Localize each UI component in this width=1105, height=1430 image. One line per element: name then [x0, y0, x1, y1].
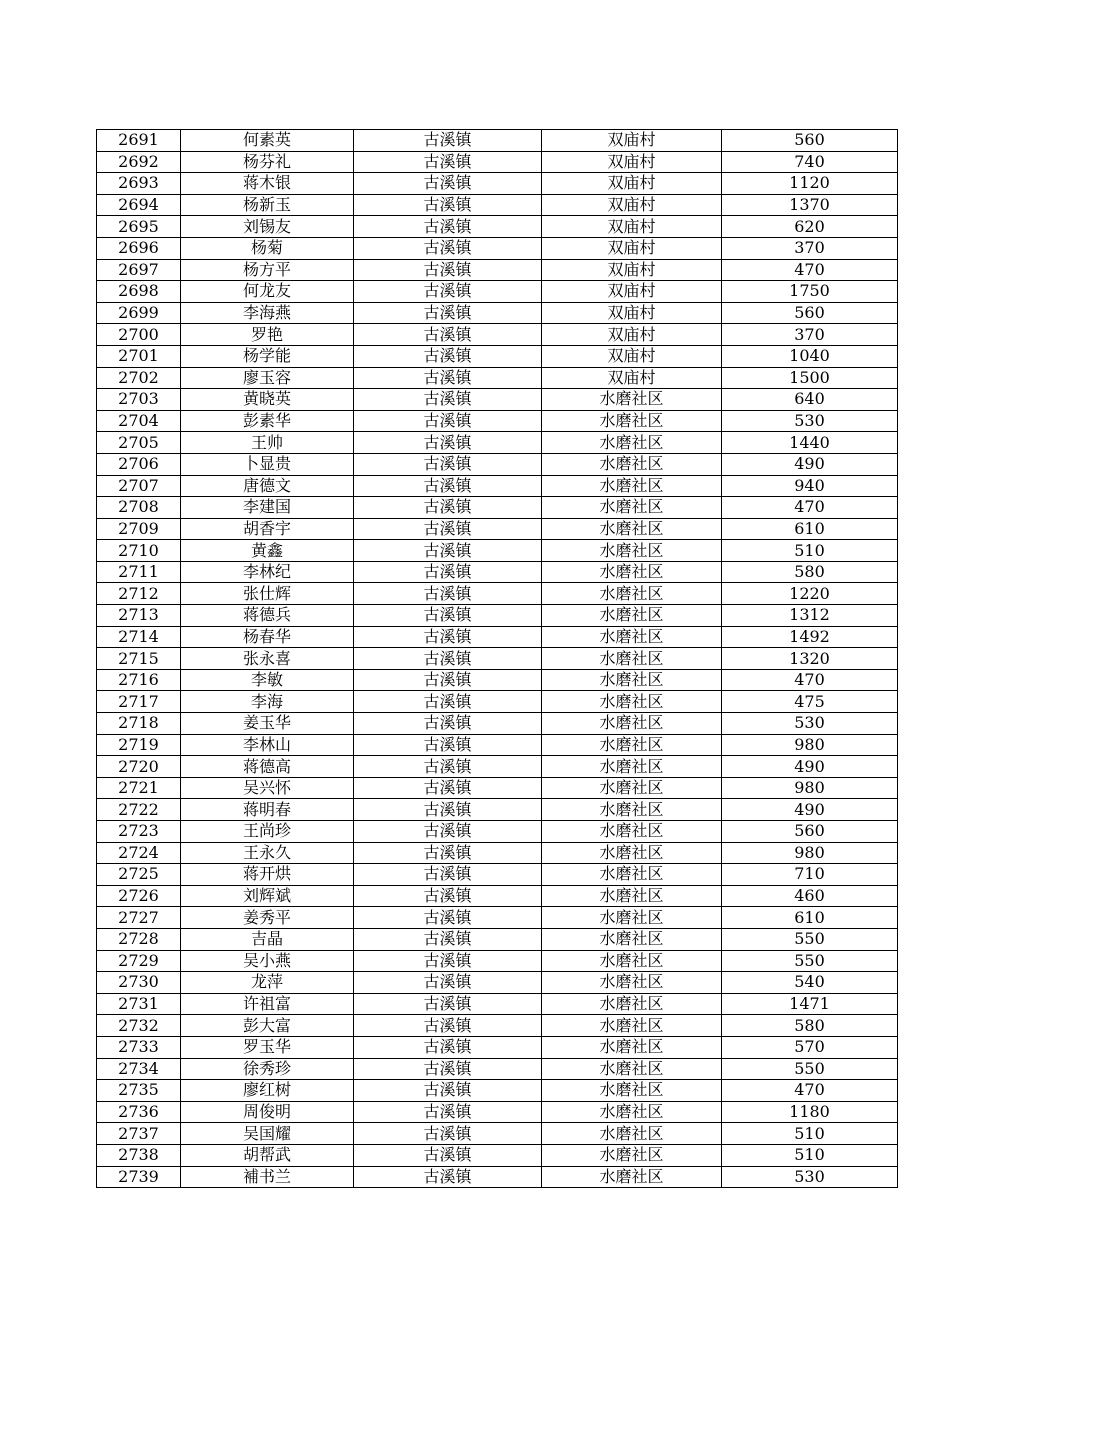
village-cell: 水磨社区	[542, 734, 722, 756]
table-row	[97, 194, 898, 216]
name-cell: 杨芬礼	[181, 151, 354, 173]
village-cell: 水磨社区	[542, 497, 722, 519]
village-cell: 水磨社区	[542, 1166, 722, 1188]
amount-cell: 570	[722, 1036, 898, 1058]
row-number-cell: 2717	[97, 691, 181, 713]
name-cell: 罗玉华	[181, 1036, 354, 1058]
name-cell: 彭大富	[181, 1015, 354, 1037]
table-row	[97, 626, 898, 648]
village-cell: 水磨社区	[542, 1123, 722, 1145]
amount-cell: 490	[722, 453, 898, 475]
town-cell: 古溪镇	[354, 130, 542, 152]
town-cell: 古溪镇	[354, 432, 542, 454]
village-cell: 水磨社区	[542, 432, 722, 454]
village-cell: 水磨社区	[542, 1101, 722, 1123]
village-cell: 水磨社区	[542, 1036, 722, 1058]
table-row	[97, 605, 898, 627]
row-number-cell: 2738	[97, 1144, 181, 1166]
row-number-cell: 2693	[97, 173, 181, 195]
town-cell: 古溪镇	[354, 1015, 542, 1037]
town-cell: 古溪镇	[354, 756, 542, 778]
row-number-cell: 2739	[97, 1166, 181, 1188]
row-number-cell: 2722	[97, 799, 181, 821]
name-cell: 许祖富	[181, 993, 354, 1015]
village-cell: 水磨社区	[542, 1080, 722, 1102]
amount-cell: 1120	[722, 173, 898, 195]
row-number-cell: 2727	[97, 907, 181, 929]
town-cell: 古溪镇	[354, 1101, 542, 1123]
name-cell: 姜玉华	[181, 713, 354, 735]
town-cell: 古溪镇	[354, 216, 542, 238]
village-cell: 水磨社区	[542, 605, 722, 627]
table-row	[97, 302, 898, 324]
name-cell: 王尚珍	[181, 821, 354, 843]
table-row	[97, 1123, 898, 1145]
table-row	[97, 583, 898, 605]
row-number-cell: 2709	[97, 518, 181, 540]
name-cell: 黄鑫	[181, 540, 354, 562]
table-row	[97, 842, 898, 864]
row-number-cell: 2706	[97, 453, 181, 475]
amount-cell: 370	[722, 324, 898, 346]
amount-cell: 475	[722, 691, 898, 713]
town-cell: 古溪镇	[354, 194, 542, 216]
village-cell: 双庙村	[542, 237, 722, 259]
town-cell: 古溪镇	[354, 1080, 542, 1102]
row-number-cell: 2726	[97, 885, 181, 907]
row-number-cell: 2698	[97, 281, 181, 303]
town-cell: 古溪镇	[354, 821, 542, 843]
village-cell: 水磨社区	[542, 756, 722, 778]
amount-cell: 510	[722, 1144, 898, 1166]
town-cell: 古溪镇	[354, 885, 542, 907]
village-cell: 双庙村	[542, 345, 722, 367]
village-cell: 水磨社区	[542, 475, 722, 497]
table-row	[97, 389, 898, 411]
town-cell: 古溪镇	[354, 324, 542, 346]
row-number-cell: 2702	[97, 367, 181, 389]
name-cell: 廖红树	[181, 1080, 354, 1102]
table-row	[97, 669, 898, 691]
town-cell: 古溪镇	[354, 1123, 542, 1145]
table-row	[97, 259, 898, 281]
amount-cell: 1370	[722, 194, 898, 216]
village-cell: 水磨社区	[542, 885, 722, 907]
table-row	[97, 324, 898, 346]
name-cell: 周俊明	[181, 1101, 354, 1123]
amount-cell: 1492	[722, 626, 898, 648]
town-cell: 古溪镇	[354, 928, 542, 950]
village-cell: 双庙村	[542, 281, 722, 303]
town-cell: 古溪镇	[354, 648, 542, 670]
table-row	[97, 151, 898, 173]
amount-cell: 510	[722, 1123, 898, 1145]
town-cell: 古溪镇	[354, 972, 542, 994]
row-number-cell: 2724	[97, 842, 181, 864]
amount-cell: 550	[722, 950, 898, 972]
town-cell: 古溪镇	[354, 713, 542, 735]
amount-cell: 980	[722, 842, 898, 864]
town-cell: 古溪镇	[354, 259, 542, 281]
village-cell: 水磨社区	[542, 1058, 722, 1080]
name-cell: 黄晓英	[181, 389, 354, 411]
amount-cell: 540	[722, 972, 898, 994]
name-cell: 杨春华	[181, 626, 354, 648]
name-cell: 王永久	[181, 842, 354, 864]
amount-cell: 620	[722, 216, 898, 238]
town-cell: 古溪镇	[354, 605, 542, 627]
amount-cell: 1220	[722, 583, 898, 605]
village-cell: 水磨社区	[542, 626, 722, 648]
village-cell: 双庙村	[542, 259, 722, 281]
name-cell: 李海燕	[181, 302, 354, 324]
table-row	[97, 821, 898, 843]
row-number-cell: 2716	[97, 669, 181, 691]
amount-cell: 560	[722, 821, 898, 843]
name-cell: 杨新玉	[181, 194, 354, 216]
table-row	[97, 1058, 898, 1080]
row-number-cell: 2733	[97, 1036, 181, 1058]
town-cell: 古溪镇	[354, 993, 542, 1015]
table-row	[97, 1036, 898, 1058]
village-cell: 水磨社区	[542, 561, 722, 583]
amount-cell: 710	[722, 864, 898, 886]
row-number-cell: 2695	[97, 216, 181, 238]
village-cell: 水磨社区	[542, 713, 722, 735]
village-cell: 双庙村	[542, 194, 722, 216]
table-row	[97, 864, 898, 886]
town-cell: 古溪镇	[354, 281, 542, 303]
name-cell: 李建国	[181, 497, 354, 519]
town-cell: 古溪镇	[354, 669, 542, 691]
town-cell: 古溪镇	[354, 907, 542, 929]
town-cell: 古溪镇	[354, 842, 542, 864]
amount-cell: 610	[722, 518, 898, 540]
row-number-cell: 2699	[97, 302, 181, 324]
row-number-cell: 2707	[97, 475, 181, 497]
village-cell: 水磨社区	[542, 583, 722, 605]
name-cell: 吴兴怀	[181, 777, 354, 799]
name-cell: 蒋木银	[181, 173, 354, 195]
town-cell: 古溪镇	[354, 453, 542, 475]
town-cell: 古溪镇	[354, 367, 542, 389]
town-cell: 古溪镇	[354, 237, 542, 259]
name-cell: 王帅	[181, 432, 354, 454]
village-cell: 水磨社区	[542, 799, 722, 821]
name-cell: 李海	[181, 691, 354, 713]
table-row	[97, 130, 898, 152]
row-number-cell: 2692	[97, 151, 181, 173]
name-cell: 杨菊	[181, 237, 354, 259]
row-number-cell: 2701	[97, 345, 181, 367]
table-row	[97, 410, 898, 432]
row-number-cell: 2703	[97, 389, 181, 411]
row-number-cell: 2704	[97, 410, 181, 432]
row-number-cell: 2735	[97, 1080, 181, 1102]
table-row	[97, 1101, 898, 1123]
town-cell: 古溪镇	[354, 864, 542, 886]
name-cell: 胡帮武	[181, 1144, 354, 1166]
amount-cell: 560	[722, 130, 898, 152]
table-row	[97, 518, 898, 540]
amount-cell: 1320	[722, 648, 898, 670]
town-cell: 古溪镇	[354, 626, 542, 648]
amount-cell: 610	[722, 907, 898, 929]
village-cell: 水磨社区	[542, 842, 722, 864]
village-cell: 水磨社区	[542, 1144, 722, 1166]
name-cell: 徐秀珍	[181, 1058, 354, 1080]
name-cell: 何龙友	[181, 281, 354, 303]
name-cell: 李敏	[181, 669, 354, 691]
amount-cell: 470	[722, 259, 898, 281]
row-number-cell: 2718	[97, 713, 181, 735]
town-cell: 古溪镇	[354, 1036, 542, 1058]
table-row	[97, 475, 898, 497]
table-row	[97, 237, 898, 259]
amount-cell: 470	[722, 669, 898, 691]
town-cell: 古溪镇	[354, 561, 542, 583]
table-row	[97, 432, 898, 454]
town-cell: 古溪镇	[354, 583, 542, 605]
town-cell: 古溪镇	[354, 151, 542, 173]
village-cell: 水磨社区	[542, 972, 722, 994]
row-number-cell: 2730	[97, 972, 181, 994]
table-row	[97, 648, 898, 670]
table-row	[97, 928, 898, 950]
table-row	[97, 799, 898, 821]
village-cell: 水磨社区	[542, 950, 722, 972]
village-cell: 水磨社区	[542, 993, 722, 1015]
table-row	[97, 1080, 898, 1102]
table-row	[97, 561, 898, 583]
row-number-cell: 2712	[97, 583, 181, 605]
name-cell: 吴小燕	[181, 950, 354, 972]
village-cell: 水磨社区	[542, 410, 722, 432]
village-cell: 水磨社区	[542, 540, 722, 562]
row-number-cell: 2711	[97, 561, 181, 583]
data-table	[96, 129, 898, 1188]
amount-cell: 460	[722, 885, 898, 907]
amount-cell: 1440	[722, 432, 898, 454]
table-row	[97, 497, 898, 519]
name-cell: 张永喜	[181, 648, 354, 670]
village-cell: 水磨社区	[542, 518, 722, 540]
amount-cell: 370	[722, 237, 898, 259]
village-cell: 双庙村	[542, 302, 722, 324]
town-cell: 古溪镇	[354, 345, 542, 367]
table-row	[97, 885, 898, 907]
table-row	[97, 540, 898, 562]
table-body	[97, 130, 898, 1188]
village-cell: 双庙村	[542, 216, 722, 238]
table-row	[97, 1166, 898, 1188]
village-cell: 水磨社区	[542, 928, 722, 950]
amount-cell: 1040	[722, 345, 898, 367]
row-number-cell: 2721	[97, 777, 181, 799]
row-number-cell: 2725	[97, 864, 181, 886]
name-cell: 蒋德兵	[181, 605, 354, 627]
town-cell: 古溪镇	[354, 540, 542, 562]
row-number-cell: 2737	[97, 1123, 181, 1145]
row-number-cell: 2719	[97, 734, 181, 756]
table-row	[97, 453, 898, 475]
village-cell: 双庙村	[542, 130, 722, 152]
table-row	[97, 950, 898, 972]
row-number-cell: 2708	[97, 497, 181, 519]
amount-cell: 560	[722, 302, 898, 324]
name-cell: 杨方平	[181, 259, 354, 281]
table-row	[97, 367, 898, 389]
table-row	[97, 691, 898, 713]
row-number-cell: 2731	[97, 993, 181, 1015]
row-number-cell: 2732	[97, 1015, 181, 1037]
amount-cell: 640	[722, 389, 898, 411]
table-row	[97, 734, 898, 756]
town-cell: 古溪镇	[354, 389, 542, 411]
town-cell: 古溪镇	[354, 799, 542, 821]
name-cell: 龙萍	[181, 972, 354, 994]
name-cell: 吉晶	[181, 928, 354, 950]
town-cell: 古溪镇	[354, 950, 542, 972]
village-cell: 水磨社区	[542, 821, 722, 843]
village-cell: 水磨社区	[542, 864, 722, 886]
name-cell: 刘辉斌	[181, 885, 354, 907]
row-number-cell: 2714	[97, 626, 181, 648]
name-cell: 姜秀平	[181, 907, 354, 929]
row-number-cell: 2691	[97, 130, 181, 152]
row-number-cell: 2728	[97, 928, 181, 950]
amount-cell: 580	[722, 561, 898, 583]
village-cell: 水磨社区	[542, 389, 722, 411]
amount-cell: 530	[722, 410, 898, 432]
row-number-cell: 2715	[97, 648, 181, 670]
name-cell: 李林山	[181, 734, 354, 756]
name-cell: 補书兰	[181, 1166, 354, 1188]
amount-cell: 1180	[722, 1101, 898, 1123]
village-cell: 水磨社区	[542, 453, 722, 475]
name-cell: 吴国耀	[181, 1123, 354, 1145]
village-cell: 水磨社区	[542, 648, 722, 670]
amount-cell: 940	[722, 475, 898, 497]
town-cell: 古溪镇	[354, 173, 542, 195]
table-row	[97, 713, 898, 735]
village-cell: 水磨社区	[542, 1015, 722, 1037]
name-cell: 李林纪	[181, 561, 354, 583]
amount-cell: 1471	[722, 993, 898, 1015]
row-number-cell: 2705	[97, 432, 181, 454]
table-container	[96, 129, 898, 1188]
village-cell: 双庙村	[542, 173, 722, 195]
row-number-cell: 2697	[97, 259, 181, 281]
row-number-cell: 2696	[97, 237, 181, 259]
town-cell: 古溪镇	[354, 1058, 542, 1080]
town-cell: 古溪镇	[354, 1166, 542, 1188]
table-row	[97, 756, 898, 778]
row-number-cell: 2713	[97, 605, 181, 627]
name-cell: 卜显贵	[181, 453, 354, 475]
name-cell: 蒋德高	[181, 756, 354, 778]
row-number-cell: 2694	[97, 194, 181, 216]
town-cell: 古溪镇	[354, 410, 542, 432]
village-cell: 水磨社区	[542, 907, 722, 929]
village-cell: 双庙村	[542, 324, 722, 346]
town-cell: 古溪镇	[354, 497, 542, 519]
amount-cell: 490	[722, 799, 898, 821]
name-cell: 杨学能	[181, 345, 354, 367]
town-cell: 古溪镇	[354, 475, 542, 497]
row-number-cell: 2734	[97, 1058, 181, 1080]
village-cell: 水磨社区	[542, 691, 722, 713]
row-number-cell: 2729	[97, 950, 181, 972]
row-number-cell: 2720	[97, 756, 181, 778]
row-number-cell: 2700	[97, 324, 181, 346]
name-cell: 张仕辉	[181, 583, 354, 605]
town-cell: 古溪镇	[354, 518, 542, 540]
name-cell: 何素英	[181, 130, 354, 152]
town-cell: 古溪镇	[354, 734, 542, 756]
name-cell: 胡香宇	[181, 518, 354, 540]
town-cell: 古溪镇	[354, 691, 542, 713]
amount-cell: 530	[722, 1166, 898, 1188]
table-row	[97, 972, 898, 994]
village-cell: 双庙村	[542, 367, 722, 389]
name-cell: 罗艳	[181, 324, 354, 346]
table-row	[97, 777, 898, 799]
amount-cell: 470	[722, 1080, 898, 1102]
village-cell: 水磨社区	[542, 777, 722, 799]
row-number-cell: 2710	[97, 540, 181, 562]
name-cell: 廖玉容	[181, 367, 354, 389]
town-cell: 古溪镇	[354, 1144, 542, 1166]
town-cell: 古溪镇	[354, 777, 542, 799]
amount-cell: 550	[722, 928, 898, 950]
amount-cell: 530	[722, 713, 898, 735]
name-cell: 彭素华	[181, 410, 354, 432]
row-number-cell: 2723	[97, 821, 181, 843]
town-cell: 古溪镇	[354, 302, 542, 324]
amount-cell: 740	[722, 151, 898, 173]
table-row	[97, 216, 898, 238]
amount-cell: 1750	[722, 281, 898, 303]
amount-cell: 580	[722, 1015, 898, 1037]
amount-cell: 1500	[722, 367, 898, 389]
amount-cell: 470	[722, 497, 898, 519]
table-row	[97, 907, 898, 929]
table-row	[97, 173, 898, 195]
amount-cell: 1312	[722, 605, 898, 627]
name-cell: 刘锡友	[181, 216, 354, 238]
village-cell: 双庙村	[542, 151, 722, 173]
table-row	[97, 281, 898, 303]
table-row	[97, 345, 898, 367]
name-cell: 蒋开烘	[181, 864, 354, 886]
name-cell: 唐德文	[181, 475, 354, 497]
amount-cell: 510	[722, 540, 898, 562]
table-row	[97, 1015, 898, 1037]
name-cell: 蒋明春	[181, 799, 354, 821]
amount-cell: 490	[722, 756, 898, 778]
amount-cell: 550	[722, 1058, 898, 1080]
amount-cell: 980	[722, 734, 898, 756]
amount-cell: 980	[722, 777, 898, 799]
village-cell: 水磨社区	[542, 669, 722, 691]
table-row	[97, 1144, 898, 1166]
table-row	[97, 993, 898, 1015]
row-number-cell: 2736	[97, 1101, 181, 1123]
